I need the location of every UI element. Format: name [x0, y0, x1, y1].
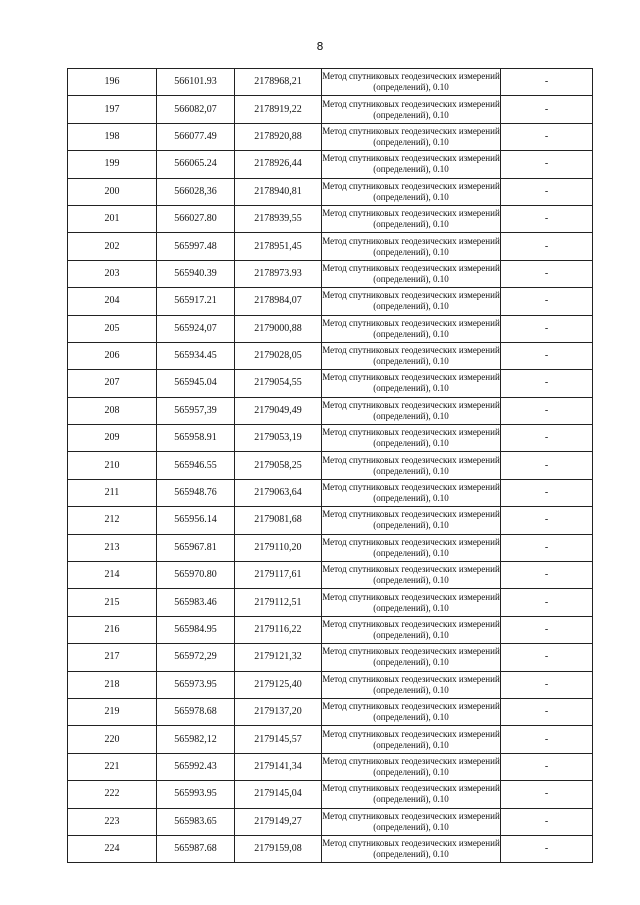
point-number-cell: 218 [68, 671, 157, 698]
coordinate-x-cell: 565982,12 [157, 726, 235, 753]
note-cell: - [501, 123, 593, 150]
method-accuracy-cell: Метод спутниковых геодезических измерений (определений), 0.10 [322, 123, 501, 150]
table-row [68, 205, 593, 232]
table-row [68, 96, 593, 123]
point-number-cell: 216 [68, 616, 157, 643]
method-accuracy-cell: Метод спутниковых геодезических измерений (определений), 0.10 [322, 151, 501, 178]
table-row [68, 534, 593, 561]
coordinate-x-cell: 565972,29 [157, 644, 235, 671]
coordinate-x-cell: 565957,39 [157, 397, 235, 424]
coordinate-x-cell: 566077.49 [157, 123, 235, 150]
table-row [68, 698, 593, 725]
table-row [68, 260, 593, 287]
note-cell: - [501, 452, 593, 479]
coordinate-y-cell: 2178951,45 [235, 233, 322, 260]
point-number-cell: 209 [68, 425, 157, 452]
note-cell: - [501, 288, 593, 315]
table-row [68, 781, 593, 808]
note-cell: - [501, 507, 593, 534]
method-accuracy-cell: Метод спутниковых геодезических измерений (определений), 0.10 [322, 96, 501, 123]
coordinate-x-cell: 565948.76 [157, 479, 235, 506]
coordinate-x-cell: 566065.24 [157, 151, 235, 178]
point-number-cell: 212 [68, 507, 157, 534]
coordinate-x-cell: 565983.65 [157, 808, 235, 835]
coordinate-x-cell: 565970.80 [157, 562, 235, 589]
table-row [68, 288, 593, 315]
method-accuracy-cell: Метод спутниковых геодезических измерений (определений), 0.10 [322, 260, 501, 287]
coordinate-y-cell: 2179149,27 [235, 808, 322, 835]
point-number-cell: 224 [68, 835, 157, 862]
point-number-cell: 213 [68, 534, 157, 561]
method-accuracy-cell: Метод спутниковых геодезических измерений (определений), 0.10 [322, 534, 501, 561]
table-row [68, 479, 593, 506]
method-accuracy-cell: Метод спутниковых геодезических измерений (определений), 0.10 [322, 835, 501, 862]
point-number-cell: 197 [68, 96, 157, 123]
coordinate-y-cell: 2178968,21 [235, 69, 322, 96]
method-accuracy-cell: Метод спутниковых геодезических измерений (определений), 0.10 [322, 644, 501, 671]
method-accuracy-cell: Метод спутниковых геодезических измерений (определений), 0.10 [322, 370, 501, 397]
coordinate-y-cell: 2179081,68 [235, 507, 322, 534]
method-accuracy-cell: Метод спутниковых геодезических измерений (определений), 0.10 [322, 726, 501, 753]
method-accuracy-cell: Метод спутниковых геодезических измерений (определений), 0.10 [322, 562, 501, 589]
coordinate-y-cell: 2179053,19 [235, 425, 322, 452]
coordinate-x-cell: 565997.48 [157, 233, 235, 260]
note-cell: - [501, 425, 593, 452]
coordinate-y-cell: 2179116,22 [235, 616, 322, 643]
coordinate-y-cell: 2179121,32 [235, 644, 322, 671]
note-cell: - [501, 589, 593, 616]
method-accuracy-cell: Метод спутниковых геодезических измерений (определений), 0.10 [322, 452, 501, 479]
note-cell: - [501, 397, 593, 424]
note-cell: - [501, 178, 593, 205]
method-accuracy-cell: Метод спутниковых геодезических измерений (определений), 0.10 [322, 753, 501, 780]
table-row [68, 644, 593, 671]
coordinate-x-cell: 565978.68 [157, 698, 235, 725]
point-number-cell: 205 [68, 315, 157, 342]
table-row [68, 562, 593, 589]
table-row [68, 69, 593, 96]
page-number: 8 [316, 40, 324, 53]
coordinate-y-cell: 2178920,88 [235, 123, 322, 150]
note-cell: - [501, 644, 593, 671]
coordinate-y-cell: 2179159,08 [235, 835, 322, 862]
table-row [68, 178, 593, 205]
note-cell: - [501, 835, 593, 862]
table-row [68, 233, 593, 260]
note-cell: - [501, 562, 593, 589]
note-cell: - [501, 698, 593, 725]
point-number-cell: 199 [68, 151, 157, 178]
method-accuracy-cell: Метод спутниковых геодезических измерений (определений), 0.10 [322, 233, 501, 260]
point-number-cell: 207 [68, 370, 157, 397]
note-cell: - [501, 69, 593, 96]
point-number-cell: 203 [68, 260, 157, 287]
table-row [68, 753, 593, 780]
coordinate-y-cell: 2178939,55 [235, 205, 322, 232]
point-number-cell: 202 [68, 233, 157, 260]
note-cell: - [501, 781, 593, 808]
note-cell: - [501, 342, 593, 369]
method-accuracy-cell: Метод спутниковых геодезических измерений (определений), 0.10 [322, 616, 501, 643]
coordinate-x-cell: 565940.39 [157, 260, 235, 287]
coordinate-x-cell: 565983.46 [157, 589, 235, 616]
coordinate-y-cell: 2179054,55 [235, 370, 322, 397]
table-row [68, 808, 593, 835]
coordinate-x-cell: 565967.81 [157, 534, 235, 561]
coordinate-y-cell: 2179141,34 [235, 753, 322, 780]
point-number-cell: 206 [68, 342, 157, 369]
coordinate-x-cell: 566028,36 [157, 178, 235, 205]
table-row [68, 123, 593, 150]
coordinates-table-body [68, 69, 593, 863]
method-accuracy-cell: Метод спутниковых геодезических измерений (определений), 0.10 [322, 342, 501, 369]
table-row [68, 342, 593, 369]
coordinate-y-cell: 2179110,20 [235, 534, 322, 561]
coordinate-y-cell: 2178919,22 [235, 96, 322, 123]
note-cell: - [501, 205, 593, 232]
coordinate-y-cell: 2179125,40 [235, 671, 322, 698]
coordinate-x-cell: 565945.04 [157, 370, 235, 397]
point-number-cell: 217 [68, 644, 157, 671]
coordinate-x-cell: 565956.14 [157, 507, 235, 534]
note-cell: - [501, 260, 593, 287]
method-accuracy-cell: Метод спутниковых геодезических измерений (определений), 0.10 [322, 69, 501, 96]
note-cell: - [501, 726, 593, 753]
coordinate-x-cell: 565958.91 [157, 425, 235, 452]
point-number-cell: 204 [68, 288, 157, 315]
point-number-cell: 219 [68, 698, 157, 725]
method-accuracy-cell: Метод спутниковых геодезических измерений (определений), 0.10 [322, 698, 501, 725]
coordinate-y-cell: 2179049,49 [235, 397, 322, 424]
table-row [68, 589, 593, 616]
coordinate-y-cell: 2178940,81 [235, 178, 322, 205]
note-cell: - [501, 370, 593, 397]
note-cell: - [501, 808, 593, 835]
note-cell: - [501, 616, 593, 643]
coordinate-x-cell: 566082,07 [157, 96, 235, 123]
coordinate-x-cell: 565924,07 [157, 315, 235, 342]
table-row [68, 507, 593, 534]
coordinate-y-cell: 2179145,04 [235, 781, 322, 808]
method-accuracy-cell: Метод спутниковых геодезических измерений (определений), 0.10 [322, 425, 501, 452]
coordinate-y-cell: 2179112,51 [235, 589, 322, 616]
point-number-cell: 198 [68, 123, 157, 150]
coordinate-y-cell: 2178984,07 [235, 288, 322, 315]
table-row [68, 835, 593, 862]
table-row [68, 616, 593, 643]
point-number-cell: 221 [68, 753, 157, 780]
note-cell: - [501, 534, 593, 561]
note-cell: - [501, 671, 593, 698]
method-accuracy-cell: Метод спутниковых геодезических измерений (определений), 0.10 [322, 507, 501, 534]
method-accuracy-cell: Метод спутниковых геодезических измерений (определений), 0.10 [322, 671, 501, 698]
note-cell: - [501, 151, 593, 178]
coordinate-y-cell: 2179028,05 [235, 342, 322, 369]
method-accuracy-cell: Метод спутниковых геодезических измерений (определений), 0.10 [322, 178, 501, 205]
coordinate-y-cell: 2178926,44 [235, 151, 322, 178]
coordinate-x-cell: 565992.43 [157, 753, 235, 780]
coordinate-y-cell: 2179117,61 [235, 562, 322, 589]
table-row [68, 151, 593, 178]
method-accuracy-cell: Метод спутниковых геодезических измерений (определений), 0.10 [322, 205, 501, 232]
point-number-cell: 215 [68, 589, 157, 616]
coordinate-y-cell: 2178973.93 [235, 260, 322, 287]
point-number-cell: 200 [68, 178, 157, 205]
coordinate-y-cell: 2179058,25 [235, 452, 322, 479]
table-row [68, 671, 593, 698]
coordinate-x-cell: 565987.68 [157, 835, 235, 862]
point-number-cell: 222 [68, 781, 157, 808]
table-row [68, 315, 593, 342]
method-accuracy-cell: Метод спутниковых геодезических измерений (определений), 0.10 [322, 808, 501, 835]
note-cell: - [501, 479, 593, 506]
coordinate-x-cell: 565984.95 [157, 616, 235, 643]
coordinate-x-cell: 565946.55 [157, 452, 235, 479]
coordinate-x-cell: 565934.45 [157, 342, 235, 369]
coordinate-x-cell: 565993.95 [157, 781, 235, 808]
coordinates-table [67, 68, 593, 863]
point-number-cell: 211 [68, 479, 157, 506]
table-row [68, 425, 593, 452]
method-accuracy-cell: Метод спутниковых геодезических измерений (определений), 0.10 [322, 397, 501, 424]
note-cell: - [501, 233, 593, 260]
note-cell: - [501, 753, 593, 780]
coordinate-x-cell: 566027.80 [157, 205, 235, 232]
method-accuracy-cell: Метод спутниковых геодезических измерений (определений), 0.10 [322, 589, 501, 616]
coordinate-x-cell: 565973.95 [157, 671, 235, 698]
method-accuracy-cell: Метод спутниковых геодезических измерений (определений), 0.10 [322, 315, 501, 342]
coordinate-y-cell: 2179063,64 [235, 479, 322, 506]
point-number-cell: 201 [68, 205, 157, 232]
point-number-cell: 196 [68, 69, 157, 96]
coordinate-x-cell: 566101.93 [157, 69, 235, 96]
method-accuracy-cell: Метод спутниковых геодезических измерений (определений), 0.10 [322, 288, 501, 315]
point-number-cell: 208 [68, 397, 157, 424]
table-row [68, 397, 593, 424]
point-number-cell: 210 [68, 452, 157, 479]
method-accuracy-cell: Метод спутниковых геодезических измерений (определений), 0.10 [322, 479, 501, 506]
table-row [68, 370, 593, 397]
coordinate-x-cell: 565917.21 [157, 288, 235, 315]
note-cell: - [501, 96, 593, 123]
point-number-cell: 220 [68, 726, 157, 753]
coordinate-y-cell: 2179137,20 [235, 698, 322, 725]
point-number-cell: 214 [68, 562, 157, 589]
coordinate-y-cell: 2179000,88 [235, 315, 322, 342]
note-cell: - [501, 315, 593, 342]
point-number-cell: 223 [68, 808, 157, 835]
table-row [68, 726, 593, 753]
table-row [68, 452, 593, 479]
method-accuracy-cell: Метод спутниковых геодезических измерений (определений), 0.10 [322, 781, 501, 808]
coordinate-y-cell: 2179145,57 [235, 726, 322, 753]
